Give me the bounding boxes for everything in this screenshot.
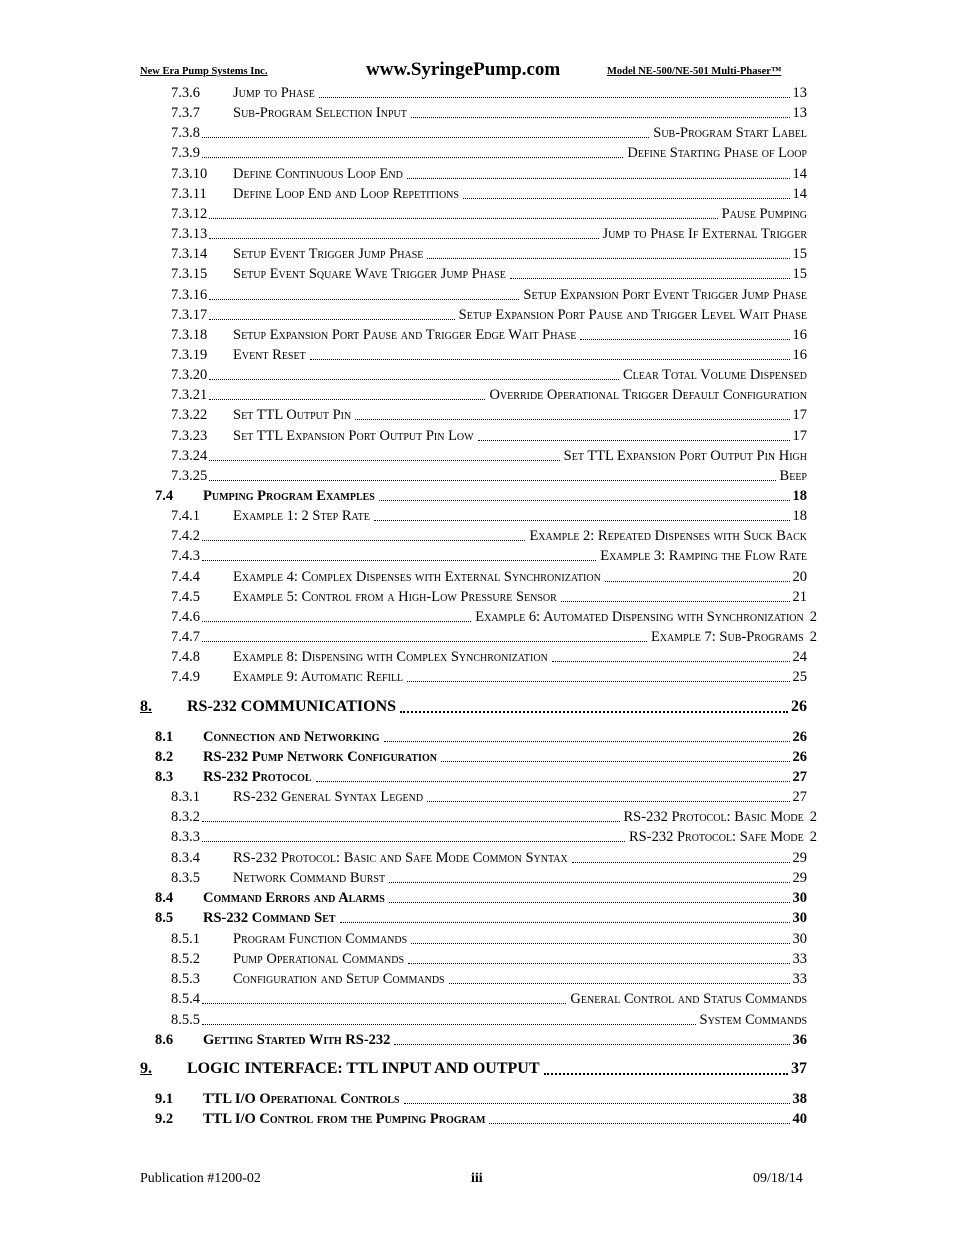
toc-entry-number: 7.3.17 bbox=[171, 306, 208, 323]
toc-dot-leader bbox=[407, 178, 790, 179]
toc-entry-page: 30 bbox=[792, 910, 807, 926]
toc-entry-number: 7.3.15 bbox=[171, 266, 208, 283]
toc-entry-number: 8.3.2 bbox=[171, 809, 200, 825]
toc-dot-leader bbox=[209, 299, 519, 300]
toc-entry-page: 26 bbox=[791, 698, 807, 715]
toc-dot-leader bbox=[489, 1123, 789, 1124]
toc-dot-leader bbox=[202, 821, 620, 822]
toc-entry[interactable] bbox=[140, 697, 815, 719]
toc-entry-page: 2 bbox=[809, 629, 817, 646]
toc-entry-page: 37 bbox=[791, 1060, 807, 1077]
toc-entry-number: 8.3.1 bbox=[171, 789, 200, 805]
toc-entry[interactable] bbox=[171, 667, 815, 687]
footer-date: 09/18/14 bbox=[753, 1171, 803, 1186]
toc-entry-number: 7.3.8 bbox=[171, 125, 200, 142]
toc-entry-number: 8.5.2 bbox=[171, 951, 200, 967]
toc-entry-title: TTL I/O Control from the Pumping Program bbox=[203, 1111, 486, 1127]
toc-entry-number: 8.5.5 bbox=[171, 1012, 200, 1028]
toc-dot-leader bbox=[427, 801, 789, 802]
toc-entry-number: 8.1 bbox=[155, 729, 174, 745]
toc-entry-number: 7.4.4 bbox=[171, 568, 200, 585]
toc-dot-leader bbox=[209, 379, 619, 380]
toc-dot-leader bbox=[580, 339, 789, 340]
toc-entry-title: LOGIC INTERFACE: TTL INPUT AND OUTPUT bbox=[187, 1060, 540, 1077]
toc-entry[interactable] bbox=[171, 989, 815, 1009]
toc-entry[interactable] bbox=[171, 204, 815, 224]
header-company: New Era Pump Systems Inc. bbox=[140, 66, 268, 77]
toc-entry-title: Example 2: Repeated Dispenses with Suck Back bbox=[529, 528, 807, 545]
toc-dot-leader bbox=[411, 943, 789, 944]
toc-entry-page: 14 bbox=[792, 165, 807, 182]
toc-dot-leader bbox=[379, 500, 790, 501]
toc-entry-number: 7.4.3 bbox=[171, 548, 200, 565]
toc-entry-title: Pause Pumping bbox=[721, 205, 807, 222]
toc-dot-leader bbox=[355, 419, 789, 420]
toc-entry-title: Define Starting Phase of Loop bbox=[627, 145, 807, 162]
toc-dot-leader bbox=[394, 1044, 789, 1045]
toc-entry[interactable] bbox=[171, 587, 815, 607]
toc-entry-page: 13 bbox=[792, 105, 807, 122]
toc-entry-title: Event Reset bbox=[233, 346, 306, 363]
toc-dot-leader bbox=[561, 601, 790, 602]
toc-entry-page: 26 bbox=[792, 749, 807, 765]
toc-entry-title: Setup Event Trigger Jump Phase bbox=[233, 246, 424, 263]
toc-dot-leader bbox=[316, 781, 790, 782]
toc-dot-leader bbox=[202, 1003, 566, 1004]
toc-entry[interactable] bbox=[171, 143, 815, 163]
toc-entry-number: 7.3.10 bbox=[171, 165, 208, 182]
toc-entry-title: Jump to Phase bbox=[233, 85, 315, 101]
toc-entry-title: Sub-Program Selection Input bbox=[233, 105, 407, 122]
toc-entry-number: 7.4.5 bbox=[171, 588, 200, 605]
toc-entry[interactable] bbox=[171, 787, 815, 807]
toc-entry[interactable] bbox=[171, 848, 815, 868]
toc-entry-number: 8.3.4 bbox=[171, 850, 200, 866]
toc-entry-title: Example 9: Automatic Refill bbox=[233, 669, 404, 686]
toc-entry-number: 8. bbox=[140, 698, 152, 715]
toc-entry[interactable] bbox=[171, 264, 815, 284]
toc-entry[interactable] bbox=[171, 224, 815, 244]
toc-entry-number: 8.5.4 bbox=[171, 991, 200, 1007]
toc-entry-number: 7.4.1 bbox=[171, 508, 200, 525]
toc-entry-number: 8.5.1 bbox=[171, 931, 200, 947]
toc-entry-page: 36 bbox=[792, 1032, 807, 1048]
toc-entry-number: 9.1 bbox=[155, 1091, 174, 1107]
toc-entry-title: Example 4: Complex Dispenses with External Synchronization bbox=[233, 568, 601, 585]
toc-entry-page: 16 bbox=[792, 326, 807, 343]
toc-dot-leader bbox=[552, 661, 790, 662]
toc-entry-title: Beep bbox=[779, 467, 807, 484]
toc-entry-number: 8.6 bbox=[155, 1032, 174, 1048]
toc-entry-title: Setup Expansion Port Pause and Trigger Edge Wait Phase bbox=[233, 326, 577, 343]
toc-entry-number: 7.3.20 bbox=[171, 367, 208, 384]
toc-entry-number: 7.3.22 bbox=[171, 407, 208, 424]
toc-entry-title: Setup Event Square Wave Trigger Jump Phase bbox=[233, 266, 506, 283]
toc-entry[interactable] bbox=[140, 1059, 815, 1081]
toc-entry-title: Setup Expansion Port Event Trigger Jump Phase bbox=[523, 286, 807, 303]
toc-dot-leader bbox=[400, 711, 788, 713]
toc-entry[interactable] bbox=[171, 949, 815, 969]
toc-entry-number: 7.3.9 bbox=[171, 145, 200, 162]
toc-entry-page: 16 bbox=[792, 346, 807, 363]
toc-entry[interactable] bbox=[171, 164, 815, 184]
toc-entry-number: 7.4.9 bbox=[171, 669, 200, 686]
toc-entry[interactable] bbox=[155, 1030, 815, 1050]
toc-dot-leader bbox=[202, 641, 647, 642]
toc-entry-title: Pumping Program Examples bbox=[203, 488, 375, 504]
toc-entry-number: 9. bbox=[140, 1060, 152, 1077]
toc-entry-page: 29 bbox=[792, 870, 807, 886]
toc-entry-number: 8.2 bbox=[155, 749, 174, 765]
toc-dot-leader bbox=[340, 922, 790, 923]
toc-dot-leader bbox=[441, 761, 790, 762]
toc-entry-title: Connection and Networking bbox=[203, 729, 380, 745]
toc-dot-leader bbox=[202, 540, 525, 541]
toc-entry-page: 33 bbox=[792, 951, 807, 967]
toc-entry[interactable] bbox=[171, 405, 815, 425]
header-model: Model NE-500/NE-501 Multi-Phaser™ bbox=[607, 66, 782, 77]
toc-entry-title: RS-232 COMMUNICATIONS bbox=[187, 698, 397, 715]
toc-dot-leader bbox=[478, 440, 790, 441]
toc-entry-number: 7.3.13 bbox=[171, 226, 208, 243]
toc-entry-page: 26 bbox=[792, 729, 807, 745]
toc-entry-page: 33 bbox=[792, 971, 807, 987]
toc-entry[interactable] bbox=[155, 1109, 815, 1129]
toc-entry[interactable] bbox=[171, 627, 815, 647]
toc-entry-title: Define Continuous Loop End bbox=[233, 165, 403, 182]
toc-entry-page: 15 bbox=[792, 266, 807, 283]
toc-entry-page: 14 bbox=[792, 185, 807, 202]
toc-entry-page: 2 bbox=[809, 829, 817, 845]
toc-dot-leader bbox=[384, 741, 790, 742]
toc-entry-page: 27 bbox=[792, 769, 807, 785]
toc-dot-leader bbox=[510, 278, 790, 279]
toc-dot-leader bbox=[202, 841, 625, 842]
toc-entry[interactable] bbox=[155, 727, 815, 747]
toc-dot-leader bbox=[209, 238, 598, 239]
toc-entry-page: 2 bbox=[809, 809, 817, 825]
toc-entry-title: Override Operational Trigger Default Configuration bbox=[489, 387, 807, 404]
toc-dot-leader bbox=[202, 137, 649, 138]
toc-entry-number: 7.3.14 bbox=[171, 246, 208, 263]
toc-entry-title: RS-232 Command Set bbox=[203, 910, 336, 926]
toc-entry-title: Network Command Burst bbox=[233, 870, 386, 886]
toc-entry-page: 30 bbox=[792, 931, 807, 947]
toc-dot-leader bbox=[572, 862, 790, 863]
toc-entry-number: 8.3.5 bbox=[171, 870, 200, 886]
toc-entry-page: 18 bbox=[792, 488, 807, 504]
header-website: www.SyringePump.com bbox=[366, 59, 561, 80]
toc-entry-page: 40 bbox=[792, 1111, 807, 1127]
toc-entry[interactable] bbox=[155, 486, 815, 506]
toc-entry-title: RS-232 Protocol: Basic and Safe Mode Common Syntax bbox=[233, 850, 568, 866]
toc-dot-leader bbox=[449, 983, 790, 984]
toc-entry-page: 2 bbox=[809, 608, 817, 625]
toc-entry-page: 17 bbox=[792, 407, 807, 424]
toc-entry[interactable] bbox=[171, 385, 815, 405]
toc-entry-number: 7.4.7 bbox=[171, 629, 200, 646]
toc-dot-leader bbox=[404, 1103, 790, 1104]
toc-entry-number: 7.3.25 bbox=[171, 467, 208, 484]
toc-entry[interactable] bbox=[171, 123, 815, 143]
toc-entry[interactable] bbox=[171, 1010, 815, 1030]
toc-entry[interactable] bbox=[155, 888, 815, 908]
toc-entry-title: Set TTL Expansion Port Output Pin High bbox=[563, 447, 807, 464]
toc-entry-title: Jump to Phase If External Trigger bbox=[602, 226, 807, 243]
toc-dot-leader bbox=[202, 157, 623, 158]
toc-entry-page: 27 bbox=[792, 789, 807, 805]
toc-entry[interactable] bbox=[155, 747, 815, 767]
toc-entry-title: Clear Total Volume Dispensed bbox=[622, 367, 807, 384]
toc-entry-page: 29 bbox=[792, 850, 807, 866]
toc-dot-leader bbox=[310, 359, 790, 360]
toc-entry[interactable] bbox=[171, 244, 815, 264]
toc-entry-page: 24 bbox=[792, 649, 807, 666]
toc-entry-title: Example 6: Automated Dispensing with Synchronization bbox=[475, 608, 804, 625]
toc-entry-title: RS-232 Pump Network Configuration bbox=[203, 749, 437, 765]
toc-dot-leader bbox=[389, 902, 790, 903]
toc-entry-page: 13 bbox=[792, 85, 807, 101]
toc-entry-page: 38 bbox=[792, 1091, 807, 1107]
toc-entry-number: 7.3.24 bbox=[171, 447, 208, 464]
toc-entry-title: Command Errors and Alarms bbox=[203, 890, 385, 906]
toc-entry[interactable] bbox=[171, 325, 815, 345]
toc-entry-number: 8.3.3 bbox=[171, 829, 200, 845]
toc-entry-number: 8.5 bbox=[155, 910, 174, 926]
toc-entry-title: System Commands bbox=[699, 1012, 807, 1028]
toc-entry-number: 7.3.16 bbox=[171, 286, 208, 303]
toc-entry-title: Program Function Commands bbox=[233, 931, 408, 947]
toc-entry-title: Configuration and Setup Commands bbox=[233, 971, 445, 987]
toc-entry[interactable] bbox=[171, 365, 815, 385]
toc-dot-leader bbox=[407, 681, 789, 682]
toc-entry[interactable] bbox=[171, 868, 815, 888]
toc-entry-number: 7.3.6 bbox=[171, 85, 200, 101]
toc-entry-page: 18 bbox=[792, 508, 807, 525]
toc-dot-leader bbox=[202, 560, 596, 561]
toc-entry-page: 17 bbox=[792, 427, 807, 444]
toc-entry-number: 7.3.21 bbox=[171, 387, 208, 404]
toc-entry[interactable] bbox=[171, 103, 815, 123]
toc-entry-number: 7.3.19 bbox=[171, 346, 208, 363]
toc-entry[interactable] bbox=[171, 969, 815, 989]
toc-entry-title: Sub-Program Start Label bbox=[653, 125, 807, 142]
toc-entry[interactable] bbox=[155, 908, 815, 928]
toc-entry-page: 30 bbox=[792, 890, 807, 906]
toc-entry-number: 7.3.11 bbox=[171, 185, 207, 202]
toc-entry-number: 7.4.8 bbox=[171, 649, 200, 666]
toc-entry-title: Example 5: Control from a High-Low Pressure Sensor bbox=[233, 588, 557, 605]
toc-dot-leader bbox=[209, 399, 485, 400]
toc-entry[interactable] bbox=[171, 305, 815, 325]
toc-entry-page: 15 bbox=[792, 246, 807, 263]
toc-entry-title: RS-232 Protocol: Safe Mode bbox=[629, 829, 804, 845]
toc-entry[interactable] bbox=[171, 827, 815, 847]
toc-dot-leader bbox=[209, 460, 559, 461]
toc-entry-number: 7.4.6 bbox=[171, 608, 200, 625]
toc-entry-title: RS-232 Protocol: Basic Mode bbox=[623, 809, 804, 825]
footer-publication: Publication #1200-02 bbox=[140, 1171, 261, 1186]
toc-entry[interactable] bbox=[171, 647, 815, 667]
toc-entry[interactable] bbox=[171, 83, 815, 103]
toc-entry-title: Example 8: Dispensing with Complex Synchronization bbox=[233, 649, 548, 666]
toc-entry-title: Set TTL Expansion Port Output Pin Low bbox=[233, 427, 474, 444]
toc-dot-leader bbox=[411, 117, 790, 118]
toc-entry[interactable] bbox=[155, 767, 815, 787]
toc-entry-title: TTL I/O Operational Controls bbox=[203, 1091, 400, 1107]
toc-dot-leader bbox=[605, 581, 790, 582]
toc-dot-leader bbox=[374, 520, 790, 521]
toc-entry-title: RS-232 Protocol bbox=[203, 769, 312, 785]
toc-entry-number: 7.3.12 bbox=[171, 205, 208, 222]
toc-entry-number: 7.4 bbox=[155, 488, 174, 504]
toc-entry-number: 8.3 bbox=[155, 769, 174, 785]
toc-entry[interactable] bbox=[171, 345, 815, 365]
toc-entry[interactable] bbox=[171, 285, 815, 305]
toc-entry[interactable] bbox=[171, 526, 815, 546]
toc-dot-leader bbox=[202, 1024, 696, 1025]
toc-entry[interactable] bbox=[171, 929, 815, 949]
toc-entry-title: Getting Started With RS-232 bbox=[203, 1032, 391, 1048]
toc-entry-number: 9.2 bbox=[155, 1111, 174, 1127]
toc-dot-leader bbox=[209, 480, 775, 481]
toc-entry-number: 7.3.7 bbox=[171, 105, 200, 122]
toc-entry-number: 7.3.18 bbox=[171, 326, 208, 343]
toc-entry-page: 25 bbox=[792, 669, 807, 686]
toc-entry-title: Example 3: Ramping the Flow Rate bbox=[600, 548, 807, 565]
toc-entry-title: Define Loop End and Loop Repetitions bbox=[233, 185, 459, 202]
toc-entry[interactable] bbox=[171, 426, 815, 446]
toc-entry-number: 8.4 bbox=[155, 890, 174, 906]
toc-dot-leader bbox=[202, 621, 471, 622]
toc-entry[interactable] bbox=[171, 446, 815, 466]
toc-entry[interactable] bbox=[171, 184, 815, 204]
toc-dot-leader bbox=[427, 258, 789, 259]
toc-entry-title: General Control and Status Commands bbox=[570, 991, 807, 1007]
toc-entry-page: 21 bbox=[792, 588, 807, 605]
toc-entry-title: Setup Expansion Port Pause and Trigger Level Wait Phase bbox=[458, 306, 807, 323]
toc-entry-title: Example 1: 2 Step Rate bbox=[233, 508, 370, 525]
toc-entry[interactable] bbox=[171, 506, 815, 526]
toc-entry-number: 8.5.3 bbox=[171, 971, 200, 987]
toc-dot-leader bbox=[389, 882, 789, 883]
toc-entry-title: Example 7: Sub-Programs bbox=[650, 629, 804, 646]
toc-dot-leader bbox=[463, 198, 790, 199]
toc-entry[interactable] bbox=[171, 546, 815, 566]
toc-entry-title: Pump Operational Commands bbox=[233, 951, 405, 967]
toc-entry-title: Set TTL Output Pin bbox=[233, 407, 352, 424]
toc-entry[interactable] bbox=[171, 607, 815, 627]
toc-entry[interactable] bbox=[171, 567, 815, 587]
toc-entry-number: 7.3.23 bbox=[171, 427, 208, 444]
toc-entry[interactable] bbox=[171, 466, 815, 486]
toc-entry-number: 7.4.2 bbox=[171, 528, 200, 545]
toc-entry[interactable] bbox=[171, 807, 815, 827]
toc-entry-page: 20 bbox=[792, 568, 807, 585]
toc-dot-leader bbox=[319, 97, 790, 98]
toc-dot-leader bbox=[408, 963, 789, 964]
toc-dot-leader bbox=[209, 218, 717, 219]
toc-dot-leader bbox=[544, 1073, 788, 1075]
toc-entry-title: RS-232 General Syntax Legend bbox=[233, 789, 424, 805]
toc-entry[interactable] bbox=[155, 1089, 815, 1109]
footer-page-number: iii bbox=[471, 1171, 483, 1186]
toc-dot-leader bbox=[209, 319, 454, 320]
